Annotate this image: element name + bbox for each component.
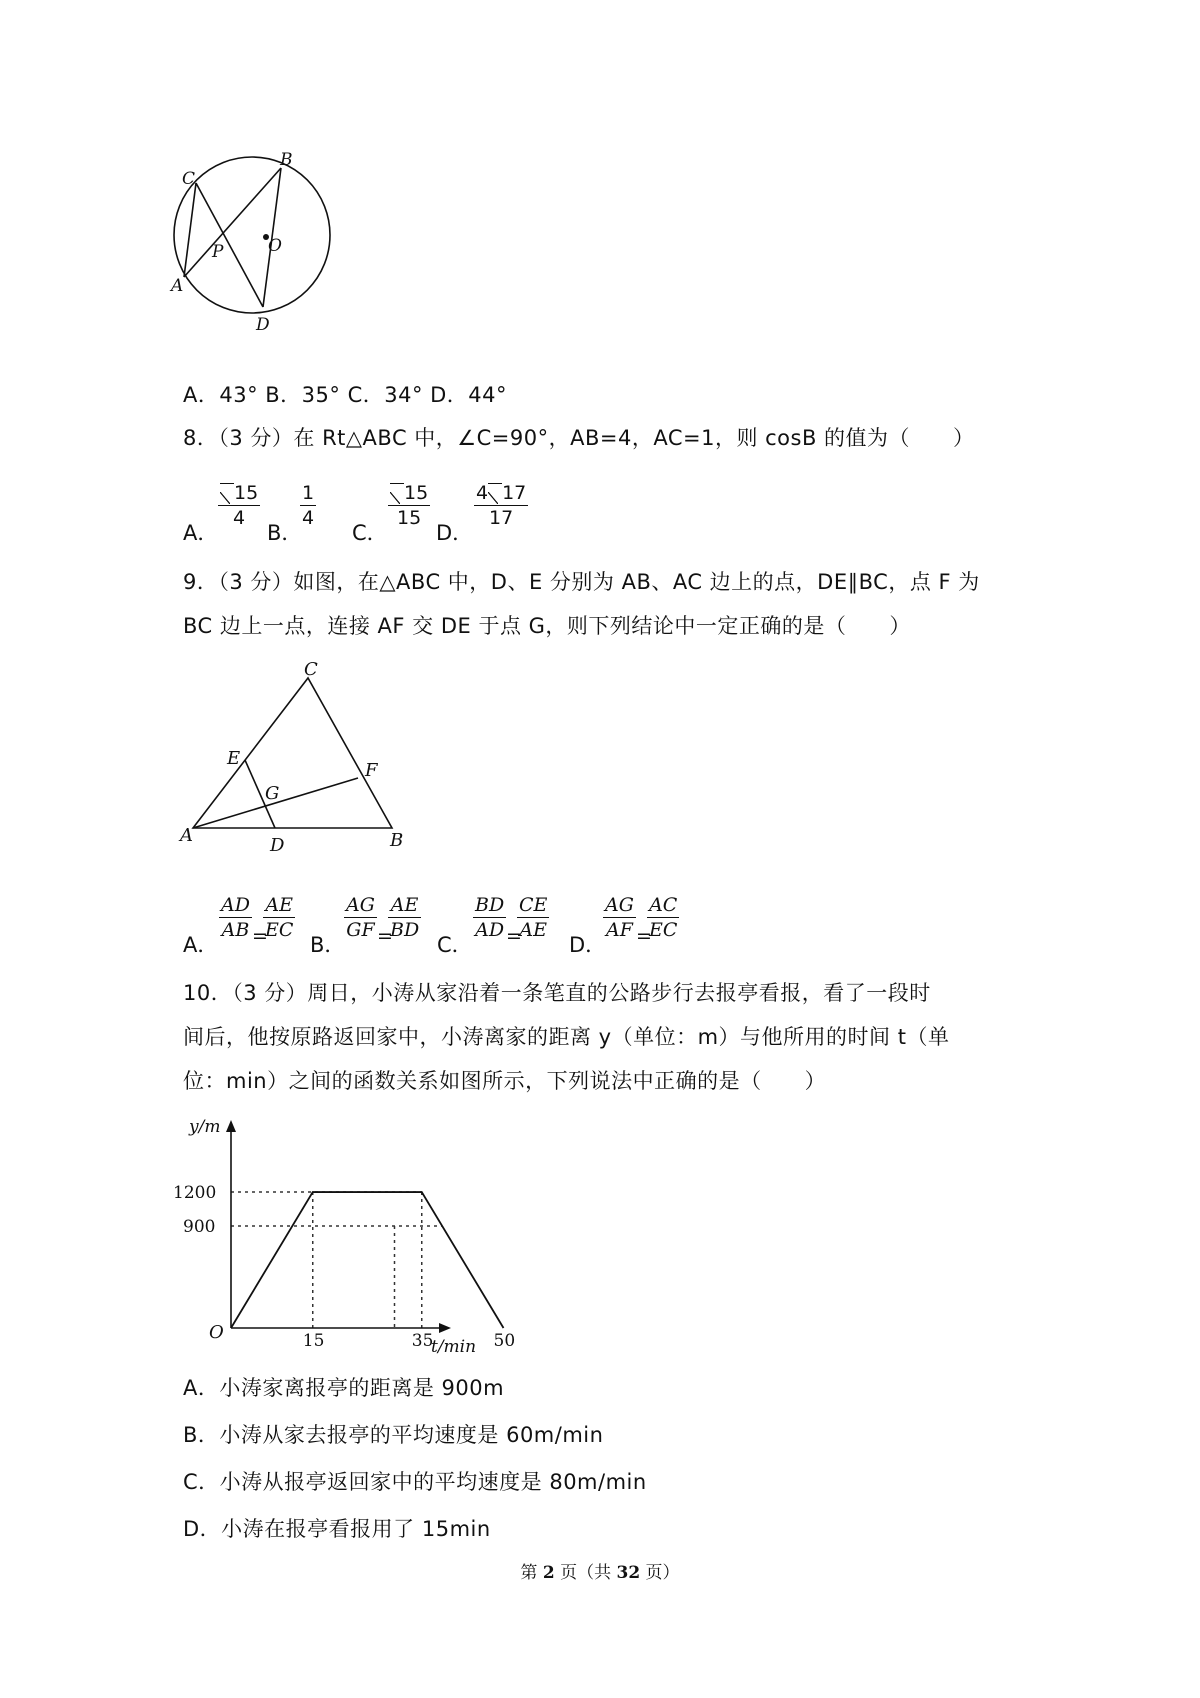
q9-option-a-fraction-2 — [263, 893, 295, 942]
q7-label-d: D — [256, 315, 270, 335]
q7-chord-ab — [184, 168, 281, 277]
q9-option-c-equals: = — [506, 925, 522, 947]
q8-option-d-label: D． — [436, 521, 474, 545]
q9-label-e: E — [227, 748, 241, 769]
q9-option-b-fraction-2 — [388, 893, 421, 942]
q9-triangle-figure — [180, 660, 420, 860]
frac-den: EC — [649, 919, 678, 941]
page-footer — [0, 1558, 1200, 1583]
q9-label-g: G — [265, 783, 280, 804]
q7-circle — [174, 157, 330, 313]
frac-den: AB — [221, 919, 250, 941]
q8-option-c-den: 15 — [397, 507, 422, 529]
q10-distance-time-chart — [173, 1112, 516, 1357]
frac-den: EC — [265, 919, 294, 941]
chart-y-tick-label: 1200 — [173, 1183, 217, 1204]
q9-option-a-label: A． — [183, 933, 219, 957]
q7-chord-cd — [196, 183, 263, 307]
footer-page-number: 2 — [542, 1563, 555, 1583]
q9-label-c: C — [304, 659, 318, 680]
q9-option-d-label: D． — [569, 933, 607, 957]
q9-option-b-label: B． — [310, 933, 346, 957]
q10-stem-line2: 间后，他按原路返回家中，小涛离家的距离 y（单位：m）与他所用的时间 t（单 — [183, 1025, 950, 1049]
frac-den: AE — [519, 919, 547, 941]
sqrt-symbol: 17 — [488, 481, 526, 505]
q9-option-d-fraction-1 — [603, 893, 636, 942]
q9-label-a: A — [180, 825, 193, 846]
frac-num: CE — [519, 894, 548, 916]
q9-label-f: F — [365, 760, 378, 781]
q9-option-b-fraction-1 — [344, 893, 377, 942]
q9-option-d-fraction-2 — [647, 893, 679, 942]
q8-option-a-den: 4 — [233, 507, 246, 529]
q9-option-c-fraction-1 — [473, 893, 506, 942]
q8-stem: 8．（3 分）在 Rt△ABC 中，∠C=90°，AB=4，AC=1，则 cosB 的值为（ ） — [183, 426, 975, 450]
chart-x-tick-label: 35 — [411, 1331, 434, 1351]
q9-option-d-equals: = — [636, 925, 652, 947]
frac-num: AC — [647, 893, 679, 918]
q10-option-a: A．小涛家离报亭的距离是 900m — [183, 1376, 505, 1400]
chart-x-label: t/min — [431, 1337, 477, 1357]
q7-label-b: B — [280, 150, 293, 170]
q7-circle-figure — [170, 152, 370, 342]
q9-option-c-label: C． — [437, 933, 473, 957]
q8-option-c-fraction — [388, 481, 430, 530]
q7-chord-ca — [184, 183, 196, 277]
q9-option-a-equals: = — [252, 925, 268, 947]
q10-stem-line3: 位：min）之间的函数关系如图所示，下列说法中正确的是（ ） — [183, 1069, 827, 1093]
q10-option-b: B．小涛从家去报亭的平均速度是 60m/min — [183, 1423, 604, 1447]
chart-y-label: y/m — [189, 1117, 221, 1137]
frac-num: BD — [475, 894, 505, 916]
q9-stem-line1: 9．（3 分）如图，在△ABC 中，D、E 分别为 AB、AC 边上的点，DE∥BC，点 F 为 — [183, 570, 980, 594]
frac-den: AD — [475, 919, 505, 941]
q8-option-b-fraction — [300, 481, 316, 530]
chart-y-tick-label: 900 — [183, 1217, 216, 1238]
chart-x-axis-arrow — [439, 1323, 451, 1333]
q8-option-b-num: 1 — [302, 482, 315, 504]
q8-option-d-fraction — [474, 481, 528, 530]
chart-origin-label: O — [209, 1322, 224, 1343]
frac-num: AD — [221, 894, 250, 916]
q8-option-d-coef: 4 — [476, 482, 489, 504]
frac-num: AG — [605, 894, 634, 916]
q8-option-a-label: A． — [183, 521, 219, 545]
footer-pre: 第 — [520, 1563, 543, 1583]
q10-option-c: C．小涛从报亭返回家中的平均速度是 80m/min — [183, 1470, 647, 1494]
chart-y-axis-arrow — [226, 1120, 236, 1132]
q10-stem-line1: 10．（3 分）周日，小涛从家沿着一条笔直的公路步行去报亭看报，看了一段时 — [183, 981, 931, 1005]
q9-option-c-fraction-2 — [517, 893, 549, 942]
chart-x-tick-label: 15 — [302, 1331, 325, 1351]
q7-label-o: O — [268, 236, 282, 256]
frac-num: AE — [388, 893, 421, 918]
footer-post: 页） — [640, 1563, 680, 1583]
q9-option-a-fraction-1 — [219, 893, 252, 942]
q7-label-a: A — [171, 276, 184, 296]
q10-option-d: D．小涛在报亭看报用了 15min — [183, 1517, 491, 1541]
q8-option-a-fraction — [218, 481, 260, 530]
sqrt-symbol: 15 — [220, 481, 258, 505]
q9-option-b-equals: = — [377, 925, 393, 947]
frac-den: AF — [606, 919, 633, 941]
sqrt-symbol: 15 — [390, 481, 428, 505]
q8-option-b-label: B． — [267, 521, 303, 545]
frac-den: GF — [346, 919, 375, 941]
q8-option-d-den: 17 — [489, 507, 514, 529]
q8-option-b-den: 4 — [302, 507, 315, 529]
frac-den: BD — [390, 919, 420, 941]
q9-triangle-abc — [193, 678, 392, 828]
frac-num: AE — [263, 893, 295, 918]
footer-total-pages: 32 — [616, 1563, 641, 1583]
q7-options: A．43° B．35° C．34° D．44° — [183, 383, 508, 407]
q9-label-b: B — [390, 830, 404, 851]
q8-option-c-label: C． — [352, 521, 388, 545]
chart-series-line — [231, 1192, 504, 1328]
frac-num: AG — [346, 894, 375, 916]
chart-x-tick-label: 50 — [493, 1331, 516, 1351]
footer-mid: 页（共 — [554, 1563, 617, 1583]
q7-label-p: P — [212, 242, 224, 262]
q9-label-d: D — [270, 835, 285, 856]
q7-label-c: C — [182, 169, 196, 189]
q9-stem-line2: BC 边上一点，连接 AF 交 DE 于点 G，则下列结论中一定正确的是（ ） — [183, 614, 911, 638]
